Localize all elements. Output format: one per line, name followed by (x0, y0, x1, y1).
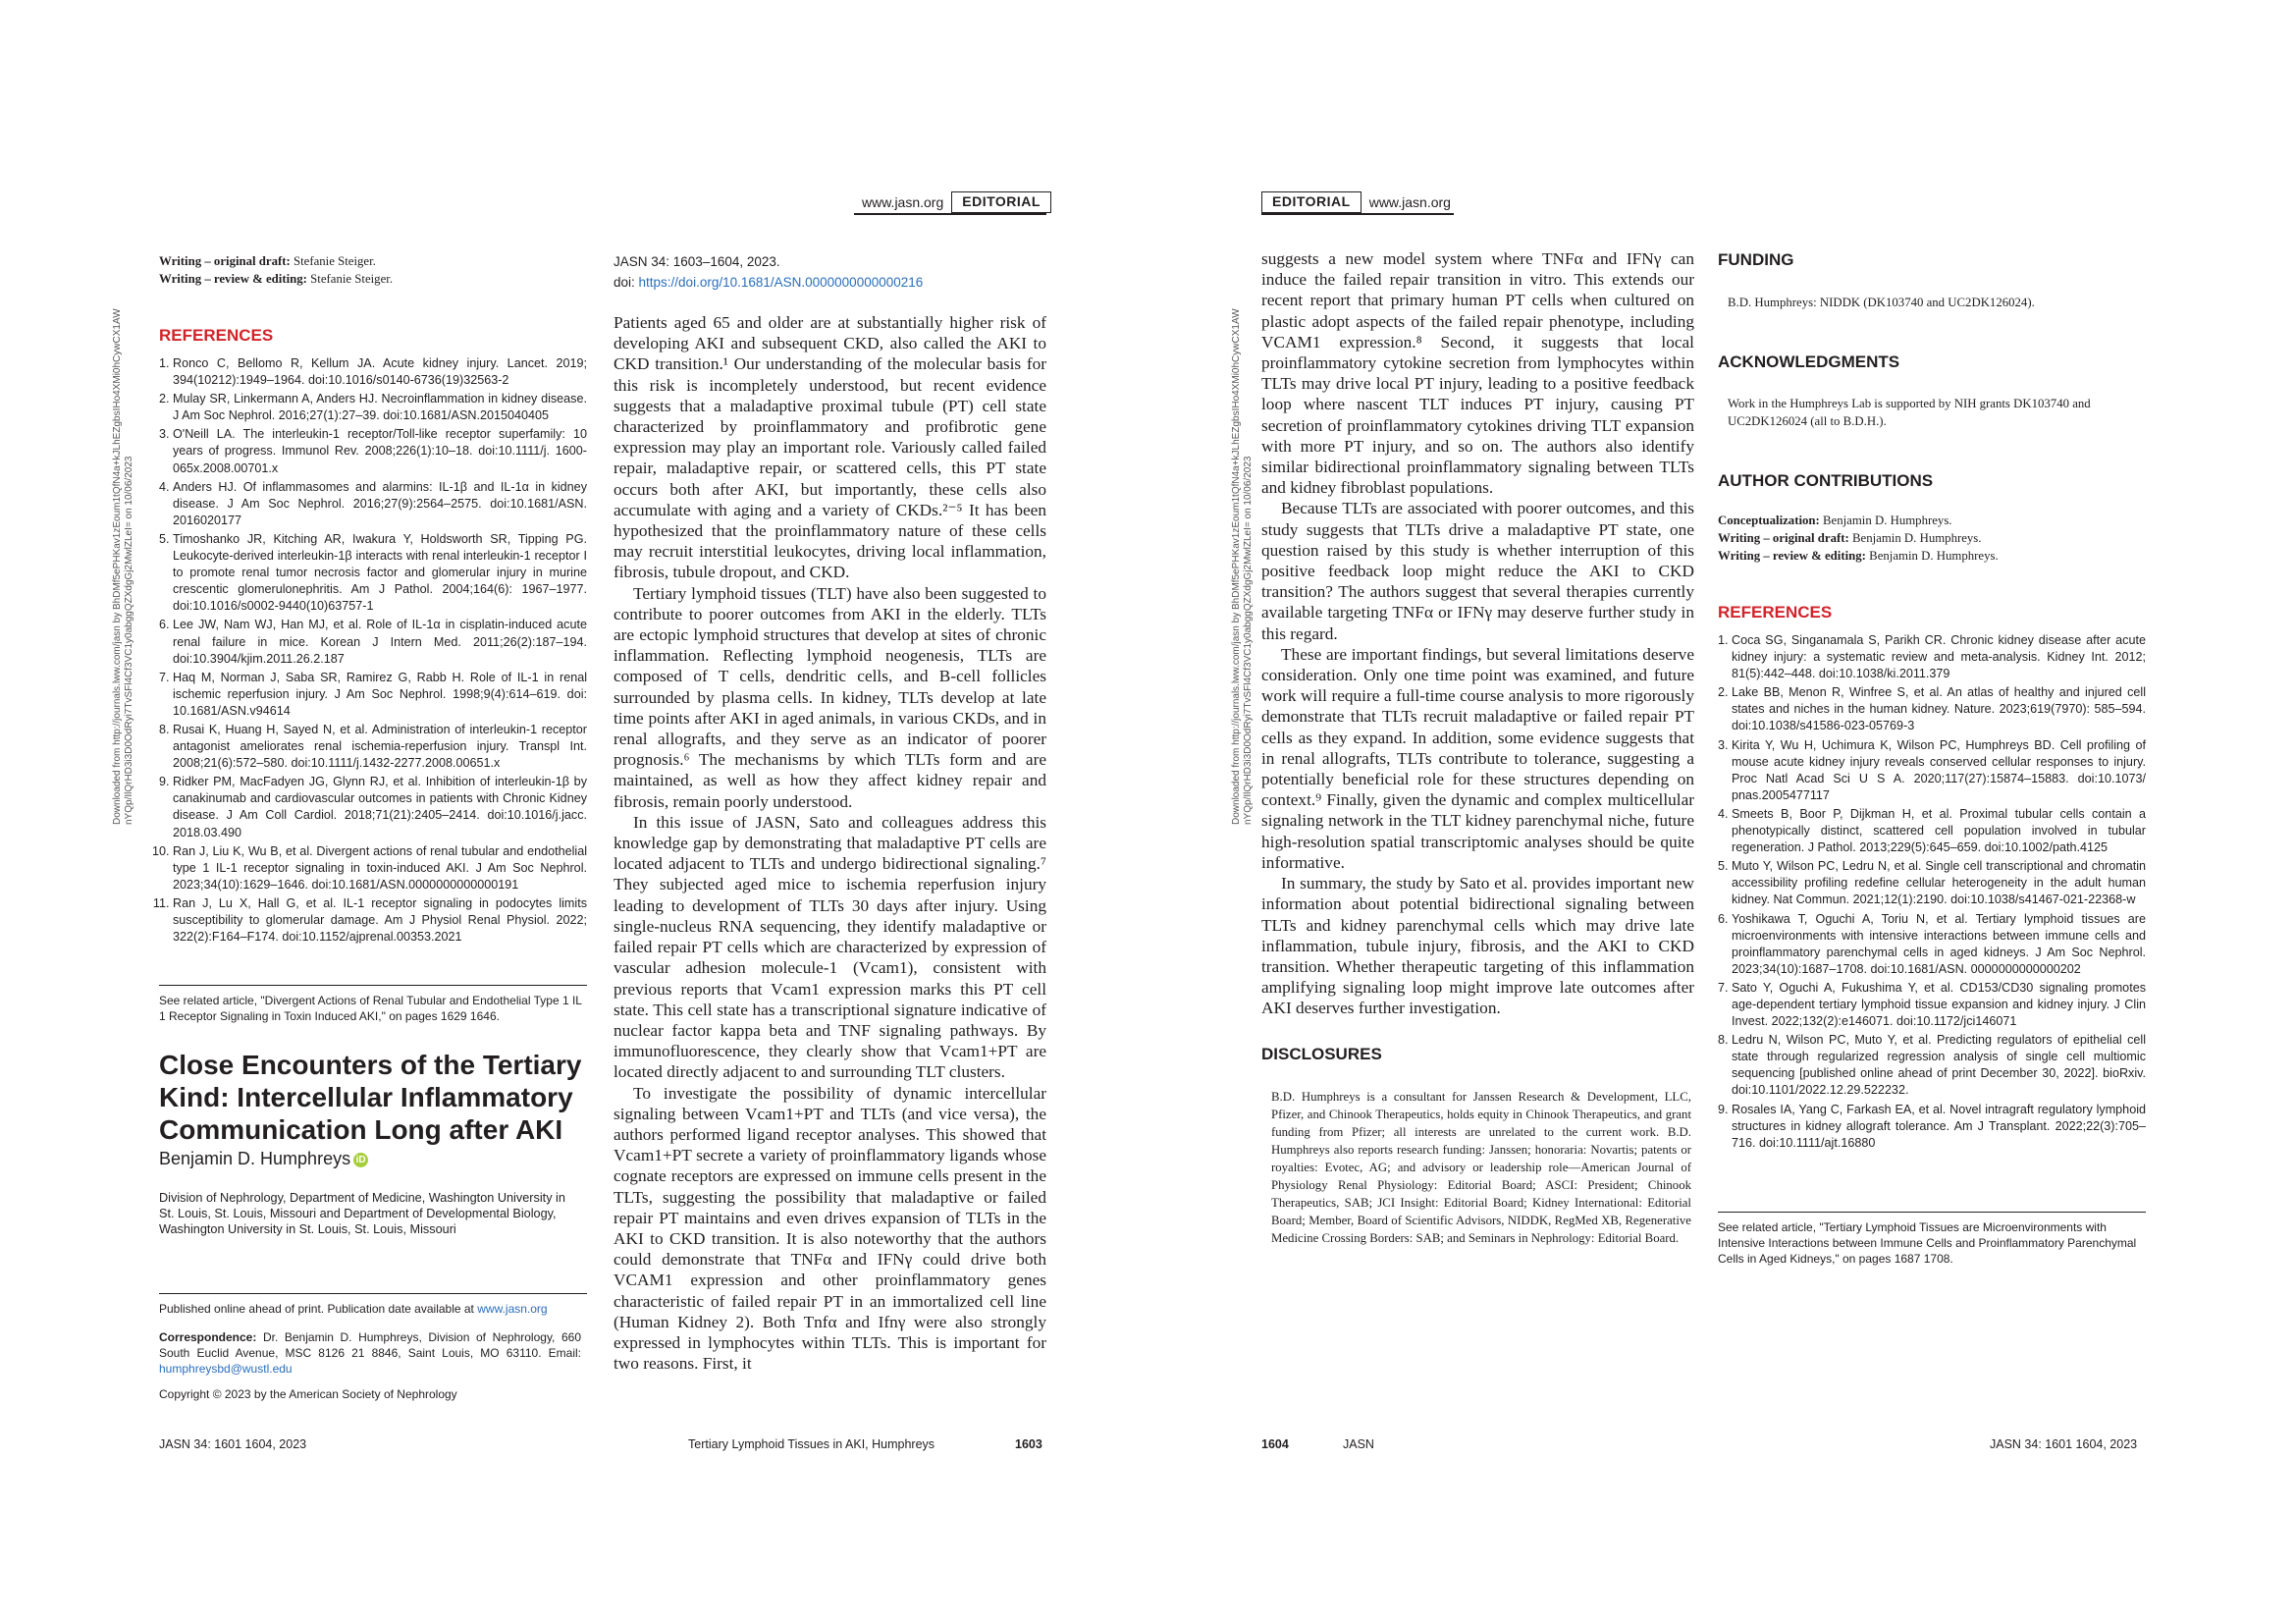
contribution-value: Benjamin D. Humphreys. (1865, 549, 1999, 563)
download-note: Downloaded from http://journals.lww.com/jasn by BhDMf5ePHKav1zEoum1tQfN4a+kJLhEZgbsIHo4XMi0hCywCX1AW nYQp/IlQrHD3i3D0OdRyi7TvSFl4Cf3VC1y0abggQZXdgGj2MwlZLeI= on 10/06/2023 (1231, 308, 1254, 825)
footer-running-title: Tertiary Lymphoid Tissues in AKI, Humphreys (688, 1437, 935, 1451)
reference-item: 2. Mulay SR, Linkermann A, Anders HJ. Necroinflammation in kidney disease. J Am Soc Nephrol. 2016;27(1):27–39. doi:10.1681/ASN.2015040405 (173, 391, 587, 424)
reference-item: 6. Yoshikawa T, Oguchi A, Toriu N, et al. Tertiary lymphoid tissues are microenvironments with intensive interactions between immune cells and proinflammatory parenchymal cells in aged kidneys. J Am Soc Nephrol. 2023;34(10):1687–1708. doi:10.1681/ASN. 0000000000000202 (1732, 911, 2146, 978)
body-paragraph: These are important findings, but several limitations deserve consideration. Only one time point was examined, and future work will require a full-time course analysis to more rigorously demonstrate that TLTs recruit maladaptive or failed repair PT cells as they expand. In addition, some evidence suggests that in renal allografts, TLTs contribute to tolerance, suggesting a potentially beneficial role for these structures depending on context.⁹ Finally, given the dynamic and complex multicellular signaling network in the TLT kidney parenchymal niche, future high-resolution spatial transcriptomic analyses should be quite informative. (1261, 644, 1694, 872)
right-page (1148, 0, 2296, 1623)
contributions-list (1718, 512, 2140, 565)
correspondence (159, 1329, 581, 1377)
doi-link[interactable]: https://doi.org/10.1681/ASN.0000000000000216 (638, 275, 924, 290)
download-note: Downloaded from http://journals.lww.com/jasn by BhDMf5ePHKav1zEoum1tQfN4a+kJLhEZgbsIHo4XMi0hCywCX1AW nYQp/IlQrHD3i3D0OdRyi7TvSFl4Cf3VC1y0abggQZXdgGj2MwlZLeI= on 10/06/2023 (112, 308, 134, 825)
reference-item: 7. Haq M, Norman J, Saba SR, Ramirez G, Rabb H. Role of IL-1 in renal ischemic reperfusion injury. J Am Soc Nephrol. 1998;9(4):614–619. doi: 10.1681/ASN.v94614 (173, 670, 587, 720)
author-name: Benjamin D. Humphreys (159, 1149, 351, 1168)
doi-label: doi: (614, 275, 639, 290)
contribution-label: Writing – review & editing: (1718, 549, 1866, 563)
credit-value: Stefanie Steiger. (290, 254, 376, 268)
footer-journal: JASN (1343, 1437, 1374, 1451)
reference-item: 8. Rusai K, Huang H, Sayed N, et al. Administration of interleukin-1 receptor antagonist ameliorates renal ischemia-reperfusion injury. Transpl Int. 2008;21(6):572–580. doi:10.1111/j.1432-2277.2008.00651.x (173, 722, 587, 772)
body-paragraph: To investigate the possibility of dynamic intercellular signaling between Vcam1+PT and TLTs (and vice versa), the authors performed ligand receptor analyses. This showed that Vcam1+PT secrete a variety of proinflammatory ligands whose cognate receptors are expressed on immune cells present in the TLTs, suggesting the possibility that maladaptive or failed repair PT maintains and even drives expansion of TLTs in the AKI to CKD transition. It is also noteworthy that the authors could demonstrate that TNFα and IFNγ could drive both VCAM1 expression and other proinflammatory genes characteristic of failed repair PT in an immortalized cell line (Human Kidney 2). Both Tnfα and Ifnγ were also strongly expressed in lymphocytes within TLTs. This is important for two reasons. First, it (614, 1083, 1046, 1374)
references-heading: REFERENCES (1718, 603, 1833, 622)
correspondence-label: Correspondence: (159, 1330, 257, 1344)
reference-item: 4. Anders HJ. Of inflammasomes and alarmins: IL-1β and IL-1α in kidney disease. J Am Soc Nephrol. 2016;27(9):2564–2575. doi:10.1681/ASN. 2016020177 (173, 479, 587, 529)
published-link[interactable]: www.jasn.org (477, 1302, 548, 1316)
author-line (159, 1149, 368, 1169)
section-tag: EDITORIAL (1261, 191, 1362, 213)
credit-value: Stefanie Steiger. (306, 272, 394, 286)
acknowledgments-text: Work in the Humphreys Lab is supported by NIH grants DK103740 and UC2DK126024 (all to B.D.H.). (1728, 397, 2091, 428)
related-article-note: See related article, "Divergent Actions of Renal Tubular and Endothelial Type 1 IL 1 Receptor Signaling in Toxin Induced AKI," on pages 1629 1646. (159, 994, 582, 1023)
references-list (1708, 632, 2146, 1154)
credit-label: Writing – original draft: (159, 254, 291, 268)
citation-block (614, 251, 923, 293)
writing-credits (159, 252, 571, 288)
reference-item: 11. Ran J, Lu X, Hall G, et al. IL-1 receptor signaling in podocytes limits susceptibility to glomerular damage. Am J Physiol Renal Physiol. 2022; 322(2):F164–F174. doi:10.1152/ajprenal.00353.2021 (173, 895, 587, 946)
site-link[interactable]: www.jasn.org (862, 194, 944, 210)
divider (159, 1293, 587, 1294)
published-text: Published online ahead of print. Publication date available at (159, 1302, 478, 1316)
divider (1718, 1212, 2146, 1213)
contribution-value: Benjamin D. Humphreys. (1848, 531, 1982, 545)
body-paragraph: suggests a new model system where TNFα and IFNγ can induce the failed repair transition in vitro. This extends our recent report that primary human PT cells when cultured on plastic adopt aspects of the failed repair phenotype, including VCAM1 expression.⁸ Second, it suggests that local proinflammatory cytokine secretion from lymphocytes within TLTs may drive local PT injury, leading to a positive feedback loop where nascent TLT induces PT injury, causing PT secretion of proinflammatory cytokines driving TLT expansion with more PT injury, and so on. The authors also identify similar bidirectional proinflammatory signaling between TLTs and kidney fibroblast populations. (1261, 249, 1694, 498)
contribution-label: Conceptualization: (1718, 514, 1820, 527)
reference-item: 9. Rosales IA, Yang C, Farkash EA, et al. Novel intragraft regulatory lymphoid structures in kidney allograft tolerance. Am J Transplant. 2022;22(3):705–716. doi:10.1111/ajt.16880 (1732, 1102, 2146, 1152)
page-header (854, 191, 1051, 213)
header-rule (1261, 213, 1454, 215)
reference-item: 2. Lake BB, Menon R, Winfree S, et al. An atlas of healthy and injured cell states and niches in the human kidney. Nature. 2023;619(7970): 585–594. doi:10.1038/s41586-023-05769-3 (1732, 684, 2146, 734)
reference-item: 5. Timoshanko JR, Kitching AR, Iwakura Y, Holdsworth SR, Tipping PG. Leukocyte-derived interleukin-1β interacts with renal interleukin-1 receptor I to promote renal tumor necrosis factor and glomerular injury in murine crescentic glomerulonephritis. Am J Pathol. 2004;164(6): 1967–1977. doi:10.1016/s0002-9440(10)63757-1 (173, 531, 587, 615)
published-note (159, 1301, 587, 1317)
body-paragraph: In summary, the study by Sato et al. provides important new information about potential bidirectional signaling between TLTs and kidney parenchymal cells which may drive late inflammation, tubule injury, fibrosis, and the AKI to CKD transition. Whether therapeutic targeting of this inflammation amplifying signaling loop might improve late outcomes after AKI deserves further investigation. (1261, 874, 1694, 1018)
body-paragraph: Tertiary lymphoid tissues (TLT) have also been suggested to contribute to poorer outcomes from AKI in the elderly. TLTs are ectopic lymphoid structures that develop at sites of chronic inflammation. Reflecting lymphoid neogenesis, TLTs are composed of T cells, dendritic cells, and B-cell follicles surrounded by plasma cells. In kidney, TLTs develop at late time points after AKI in aged animals, in various CKDs, and in renal allografts, and they serve as an indicator of poorer prognosis.⁶ The mechanisms by which TLTs form and are maintained, as well as how they affect kidney repair and fibrosis, remain poorly understood. (614, 583, 1046, 811)
funding-heading: FUNDING (1718, 250, 1794, 269)
body-paragraph: Because TLTs are associated with poorer outcomes, and this study suggests that TLTs drive a maladaptive PT state, one question raised by this study is whether interruption of this positive feedback loop might reduce the AKI to CKD transition? The authors suggest that several therapies currently available targeting TNFα or IFNγ may deserve further study in this regard. (1261, 499, 1694, 643)
article-title: Close Encounters of the Tertiary Kind: Intercellular Inflammatory Communication Long after AKI (159, 1050, 582, 1145)
body-column-1 (614, 312, 1046, 1374)
orcid-icon[interactable]: iD (353, 1153, 368, 1167)
page-number: 1603 (1015, 1437, 1042, 1451)
reference-item: 9. Ridker PM, MacFadyen JG, Glynn RJ, et al. Inhibition of interleukin-1β by canakinumab and cardiovascular outcomes in patients with Chronic Kidney disease. J Am Coll Cardiol. 2018;71(21):2405–2414. doi:10.1016/j.jacc. 2018.03.490 (173, 774, 587, 840)
reference-item: 5. Muto Y, Wilson PC, Ledru N, et al. Single cell transcriptional and chromatin accessibility profiling redefine cellular heterogeneity in the adult human kidney. Nat Commun. 2021;12(1):2190. doi:10.1038/s41467-021-22368-w (1732, 858, 2146, 908)
footer-right: JASN 34: 1601 1604, 2023 (1990, 1437, 2138, 1451)
header-rule (854, 213, 1046, 215)
disclosures-heading: DISCLOSURES (1261, 1045, 1382, 1063)
body-paragraph: Patients aged 65 and older are at substantially higher risk of developing AKI and subsequent CKD, also called the AKI to CKD transition.¹ Our understanding of the molecular basis for this risk is incompletely understood, but recent evidence suggests that a maladaptive proximal tubule (PT) cell state characterized by proinflammatory and profibrotic gene expression may play an important role. Variously called failed repair, maladaptive repair, or scattered cells, this PT state occurs both after AKI, but importantly, these cells also accumulate with aging and a variety of CKDs.²⁻⁵ It has been hypothesized that the proinflammatory nature of these cells may recruit interstitial leukocytes, driving local inflammation, fibrosis, tubule dropout, and CKD. (614, 313, 1046, 582)
affiliation: Division of Nephrology, Department of Medicine, Washington University in St. Louis, St. Louis, Missouri and Department of Developmental Biology, Washington University in St. Louis, St. Louis, Missouri (159, 1191, 565, 1236)
contribution-value: Benjamin D. Humphreys. (1819, 514, 1952, 527)
references-heading: REFERENCES (159, 326, 274, 345)
section-tag: EDITORIAL (951, 191, 1051, 213)
reference-item: 8. Ledru N, Wilson PC, Muto Y, et al. Predicting regulators of epithelial cell state through regularized regression analysis of single cell multiomic sequencing [published online ahead of print December 30, 2022]. bioRxiv. doi:10.1101/2022.12.29.522232. (1732, 1032, 2146, 1099)
body-paragraph: In this issue of JASN, Sato and colleagues address this knowledge gap by demonstrating that maladaptive PT cells are located adjacent to TLTs and undergo bidirectional signaling.⁷ They subjected aged mice to ischemia reperfusion injury leading to development of TLTs 30 days after injury. Using single-nucleus RNA sequencing, they identify maladaptive or failed repair PT cells which are characterized by expression of vascular adhesion molecule-1 (Vcam1), consistent with previous reports that Vcam1 expression marks this PT cell state. This cell state has a transcriptional signature indicative of nuclear factor kappa beta and TNF signaling pathways. By immunofluorescence, they clearly show that Vcam1+PT are located directly adjacent to and surrounding TLT clusters. (614, 812, 1046, 1082)
credit-label: Writing – review & editing: (159, 272, 307, 286)
reference-item: 4. Smeets B, Boor P, Dijkman H, et al. Proximal tubular cells contain a phenotypically distinct, scattered cell population involved in tubular regeneration. J Pathol. 2013;229(5):645–659. doi:10.1002/path.4125 (1732, 806, 2146, 856)
reference-item: 10. Ran J, Liu K, Wu B, et al. Divergent actions of renal tubular and endothelial type 1 IL-1 receptor signaling in toxin-induced AKI. J Am Soc Nephrol. 2023;34(10):1629–1646. doi:10.1681/ASN.0000000000000191 (173, 843, 587, 893)
disclosures-text: B.D. Humphreys is a consultant for Janssen Research & Development, LLC, Pfizer, and Chinook Therapeutics, holds equity in Chinook Therapeutics, and grant funding from Pfizer; all interests are unrelated to the current work. B.D. Humphreys also reports research funding: Janssen; honoraria: Novartis; patents or royalties: Evotec, AG; and advisory or leadership role—American Journal of Physiology Renal Physiology: Editorial Board; ASCI: President; Chinook Therapeutics, SAB; JCI Insight: Editorial Board; Kidney International: Editorial Board; Member, Board of Scientific Advisors, NIDDK, RegMed XB, Regenerative Medicine Crossing Borders: SAB; and Seminars in Nephrology: Editorial Board. (1271, 1090, 1691, 1245)
page-number: 1604 (1261, 1437, 1289, 1451)
correspondence-text: Dr. Benjamin D. Humphreys, Division of Nephrology, 660 South Euclid Avenue, MSC 8126 21 8846, Saint Louis, MO 63110. Email: (159, 1330, 581, 1360)
reference-item: 1. Coca SG, Singanamala S, Parikh CR. Chronic kidney disease after acute kidney injury: a systematic review and meta-analysis. Kidney Int. 2012; 81(5):442–448. doi:10.1038/ki.2011.379 (1732, 632, 2146, 682)
references-list (149, 355, 587, 947)
contribution-label: Writing – original draft: (1718, 531, 1849, 545)
site-link[interactable]: www.jasn.org (1368, 194, 1451, 210)
body-column-2 (1261, 248, 1694, 1019)
reference-item: 6. Lee JW, Nam WJ, Han MJ, et al. Role of IL-1α in cisplatin-induced acute renal failure in mice. Korean J Intern Med. 2011;26(2):187–194. doi:10.3904/kjim.2011.26.2.187 (173, 617, 587, 667)
reference-item: 3. O'Neill LA. The interleukin-1 receptor/Toll-like receptor superfamily: 10 years of progress. Immunol Rev. 2008;226(1):10–18. doi:10.1111/j. 1600-065x.2008.00701.x (173, 426, 587, 476)
related-article-note: See related article, "Tertiary Lymphoid Tissues are Microenvironments with Intensive Interactions between Immune Cells and Proinflammatory Parenchymal Cells in Aged Kidneys," on pages 1687 1708. (1718, 1220, 2137, 1266)
reference-item: 3. Kirita Y, Wu H, Uchimura K, Wilson PC, Humphreys BD. Cell profiling of mouse acute kidney injury reveals conserved cellular responses to injury. Proc Natl Acad Sci U S A. 2020;117(27):15874–15883. doi:10.1073/ pnas.2005477117 (1732, 737, 2146, 804)
funding-text: B.D. Humphreys: NIDDK (DK103740 and UC2DK126024). (1728, 296, 2035, 309)
page-header (1261, 191, 1459, 213)
citation-line: JASN 34: 1603–1604, 2023. (614, 254, 780, 269)
divider (159, 985, 587, 986)
copyright: Copyright © 2023 by the American Society of Nephrology (159, 1387, 457, 1401)
reference-item: 1. Ronco C, Bellomo R, Kellum JA. Acute kidney injury. Lancet. 2019; 394(10212):1949–1964. doi:10.1016/s0140-6736(19)32563-2 (173, 355, 587, 389)
reference-item: 7. Sato Y, Oguchi A, Fukushima Y, et al. CD153/CD30 signaling promotes age-dependent tertiary lymphoid tissue expansion and kidney injury. J Clin Invest. 2022;132(2):e146071. doi:10.1172/jci146071 (1732, 980, 2146, 1030)
acknowledgments-heading: ACKNOWLEDGMENTS (1718, 352, 1900, 371)
footer-left: JASN 34: 1601 1604, 2023 (159, 1437, 307, 1451)
contributions-heading: AUTHOR CONTRIBUTIONS (1718, 471, 1934, 490)
email-link[interactable]: humphreysbd@wustl.edu (159, 1362, 293, 1376)
